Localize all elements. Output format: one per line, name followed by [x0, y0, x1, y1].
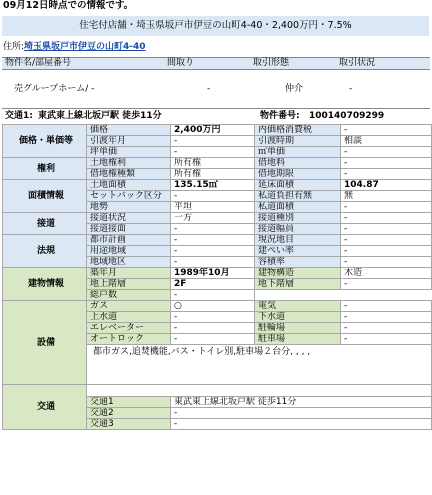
row-label: 駐車場	[255, 334, 341, 345]
row-label: 接道幅員	[255, 224, 341, 235]
row-value: 一方	[171, 213, 255, 224]
row-label: 都市計画	[87, 235, 171, 246]
row-label: 交通2	[87, 408, 171, 419]
row-label: 上水道	[87, 312, 171, 323]
row-label: 私道負担有無	[255, 191, 341, 202]
table-row	[3, 158, 432, 169]
row-value: -	[171, 290, 255, 301]
address-link[interactable]: 埼玉県坂戸市伊豆の山町4-40	[24, 42, 146, 52]
section-law: 法規	[3, 235, 87, 268]
address	[3, 43, 146, 52]
row-label: 接道状況	[87, 213, 171, 224]
row-value: 1989年10月	[171, 268, 255, 279]
table-row	[3, 385, 432, 397]
row-value: 平坦	[171, 202, 255, 213]
empty-cell	[87, 385, 432, 397]
property-row	[2, 70, 430, 109]
section-rights: 権利	[3, 158, 87, 180]
row-label: 接道接面	[87, 224, 171, 235]
section-price: 価格・単価等	[3, 125, 87, 158]
row-label: 引渡年月	[87, 136, 171, 147]
row-label: 建物構造	[255, 268, 341, 279]
property-name: 売グループホーム/ -	[14, 83, 95, 94]
transit-label: 交通1:	[5, 111, 33, 121]
row-label: ㎡単価	[255, 147, 341, 158]
facilities-note: 都市ガス,追焚機能,バス・トイレ別,駐車場２台分, , , ,	[87, 345, 432, 385]
header-status: 取引状況	[339, 58, 376, 68]
table-row	[3, 268, 432, 279]
row-label: 借地料	[255, 158, 341, 169]
row-value: 所有権	[171, 169, 255, 180]
row-label: セットバック区分	[87, 191, 171, 202]
header-deal-type: 取引形態	[253, 58, 290, 68]
table-row	[3, 180, 432, 191]
property-deal-type: 仲介	[285, 83, 304, 94]
row-label: オートロック	[87, 334, 171, 345]
row-value: -	[341, 224, 432, 235]
row-value: 2,400万円	[171, 125, 255, 136]
address-label: 住所:	[3, 42, 25, 52]
row-label: 用途地域	[87, 246, 171, 257]
row-value: 木造	[341, 268, 432, 279]
row-label: 交通1	[87, 397, 171, 408]
row-label: 接道種別	[255, 213, 341, 224]
row-value: -	[171, 334, 255, 345]
row-label: 土地面積	[87, 180, 171, 191]
row-value: -	[341, 312, 432, 323]
row-value: -	[171, 257, 255, 268]
row-value: -	[171, 224, 255, 235]
row-value: -	[341, 301, 432, 312]
row-value: -	[171, 323, 255, 334]
row-value: -	[341, 323, 432, 334]
header-layout: 間取り	[167, 58, 195, 68]
transit-line	[2, 111, 430, 122]
row-value: -	[171, 408, 432, 419]
row-value: -	[341, 334, 432, 345]
row-label: 土地権利	[87, 158, 171, 169]
row-label: 下水道	[255, 312, 341, 323]
property-layout: -	[207, 83, 211, 94]
row-value: 所有権	[171, 158, 255, 169]
row-label: 現況地目	[255, 235, 341, 246]
row-value: 東武東上線北坂戸駅 徒歩11分	[171, 397, 432, 408]
as-of-date: 09月12日時点での情報です。	[3, 0, 134, 11]
table-row	[3, 213, 432, 224]
row-value: -	[341, 246, 432, 257]
row-value: -	[341, 213, 432, 224]
row-value: 104.87	[341, 180, 432, 191]
row-label: 容積率	[255, 257, 341, 268]
row-value: -	[171, 147, 255, 158]
row-value: -	[171, 246, 255, 257]
row-value: -	[341, 235, 432, 246]
row-label: 総戸数	[87, 290, 171, 301]
row-label: 交通3	[87, 419, 171, 430]
table-row	[3, 125, 432, 136]
row-value: ○	[171, 301, 255, 312]
row-value: -	[341, 125, 432, 136]
row-label: 価格	[87, 125, 171, 136]
section-building: 建物情報	[3, 268, 87, 301]
row-value: 2F	[171, 279, 255, 290]
listing-title-text: 住宅付店舗・埼玉県坂戸市伊豆の山町4-40・2,400万円・7.5%	[79, 20, 352, 32]
row-value: -	[341, 257, 432, 268]
details-table	[2, 124, 432, 430]
row-value: -	[341, 202, 432, 213]
property-id-value: 100140709299	[309, 111, 385, 121]
transit-value: 東武東上線北坂戸駅 徒歩11分	[38, 111, 162, 121]
row-value: -	[341, 279, 432, 290]
row-value: -	[171, 312, 255, 323]
row-value: -	[171, 235, 255, 246]
empty-cell	[255, 290, 432, 301]
row-value: -	[341, 169, 432, 180]
row-label: 地域地区	[87, 257, 171, 268]
row-label: 築年月	[87, 268, 171, 279]
section-transport: 交通	[3, 385, 87, 430]
section-facilities: 設備	[3, 301, 87, 385]
row-label: 引渡時期	[255, 136, 341, 147]
listing-title	[2, 16, 429, 36]
row-label: 地上階層	[87, 279, 171, 290]
row-label: 借地期限	[255, 169, 341, 180]
row-label: 駐輪場	[255, 323, 341, 334]
row-value: 135.15㎡	[171, 180, 255, 191]
header-name: 物件名/部屋番号	[5, 58, 72, 68]
row-label: 延床面積	[255, 180, 341, 191]
row-label: 地勢	[87, 202, 171, 213]
row-label: 坪単価	[87, 147, 171, 158]
section-area: 面積情報	[3, 180, 87, 213]
row-value: -	[171, 191, 255, 202]
row-label: 建ぺい率	[255, 246, 341, 257]
row-value: 無	[341, 191, 432, 202]
property-status: -	[349, 83, 353, 94]
property-id-label: 物件番号:	[260, 111, 300, 121]
row-value: -	[171, 136, 255, 147]
row-label: ガス	[87, 301, 171, 312]
row-label: 借地権種類	[87, 169, 171, 180]
table-row	[3, 235, 432, 246]
property-header	[2, 57, 430, 70]
row-value: -	[171, 419, 432, 430]
row-label: 私道面積	[255, 202, 341, 213]
row-label: エレベーター	[87, 323, 171, 334]
row-value: -	[341, 147, 432, 158]
row-label: 内価格消費税	[255, 125, 341, 136]
row-value: -	[341, 158, 432, 169]
table-row	[3, 301, 432, 312]
section-access: 接道	[3, 213, 87, 235]
row-label: 電気	[255, 301, 341, 312]
row-value: 相談	[341, 136, 432, 147]
row-label: 地下階層	[255, 279, 341, 290]
